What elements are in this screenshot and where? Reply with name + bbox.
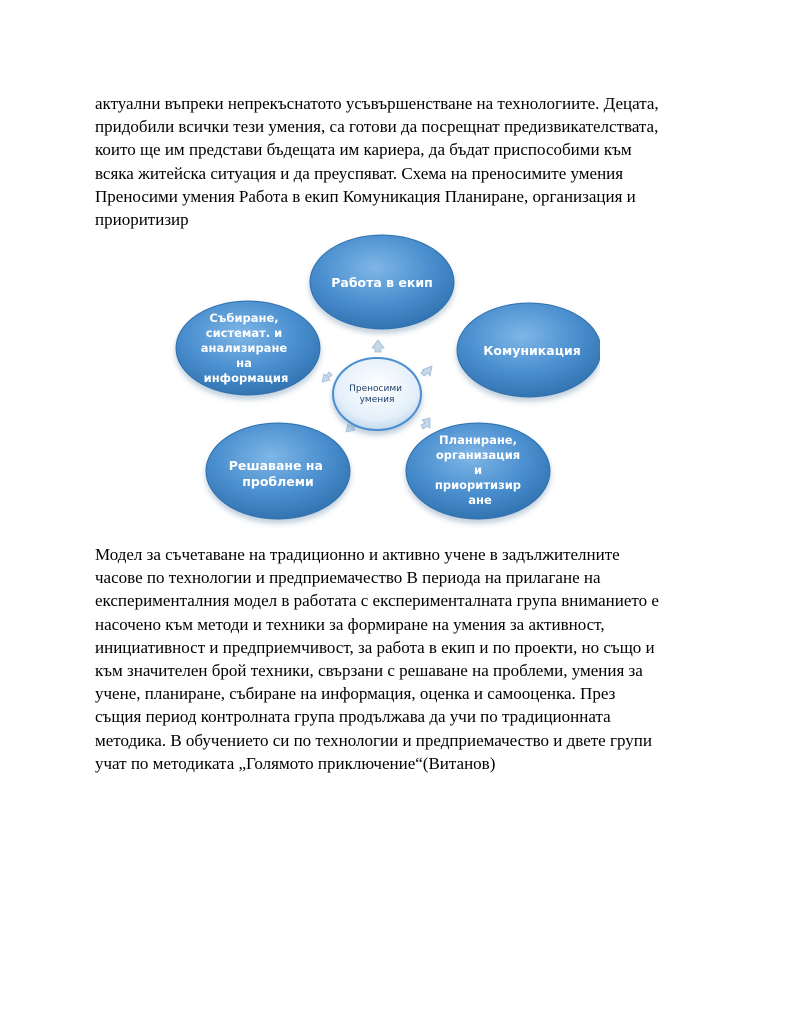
text-line: методика. В обучението си по технологии и предприемачество и двете групи [95, 730, 652, 750]
node-planning-label: Планиране, организация и приоритизир ане [434, 433, 522, 507]
text-line: всяка житейска ситуация и да преуспяват. Схема на преносимите умения [95, 163, 624, 183]
node-communication-label: Комуникация [483, 343, 581, 358]
text-line: същия период контролната група продължава да учи по традиционната [95, 707, 611, 727]
text-line: които ще им представи бъдещата им кариера, да бъдат приспособими към [95, 140, 632, 160]
arrow-icon [322, 372, 332, 382]
arrow-icon [421, 366, 432, 376]
transferable-skills-diagram [160, 230, 600, 535]
node-information-label: Събиране, системат. и анализиране на информация [200, 311, 289, 385]
text-line: приоритизир [95, 210, 189, 230]
text-line: учене, планиране, събиране на информация, оценка и самооценка. През [95, 684, 616, 704]
node-problem-solving-label: Решаване на проблеми [228, 458, 323, 489]
node-teamwork-label: Работа в екип [331, 275, 433, 290]
text-line: експерименталния модел в работата с експерименталната група вниманието е [95, 591, 659, 611]
text-line: часове по технологии и предприемачество В периода на прилагане на [95, 568, 601, 588]
text-line: инициативност и предприемчивост, за работа в екип и по проекти, но също и [95, 637, 655, 657]
text-line: насочено към методи и техники за формиране на умения за активност, [95, 614, 605, 634]
arrow-icon [421, 418, 430, 429]
text-line: учат по методиката „Голямото приключение“(Витанов) [95, 753, 496, 773]
text-line: Модел за съчетаване на традиционно и активно учене в задължителните [95, 545, 620, 564]
text-line: актуални въпреки непрекъснатото усъвършенстване на технологиите. Децата, [95, 94, 659, 113]
text-line: Преносими умения Работа в екип Комуникация Планиране, организация и [95, 186, 636, 206]
arrow-icon [372, 340, 384, 352]
bottom-paragraph [95, 543, 720, 775]
text-line: придобили всички тези умения, са готови да посрещнат предизвикателствата, [95, 117, 659, 137]
top-paragraph [95, 92, 720, 231]
text-line: към значителен брой техники, свързани с решаване на проблеми, умения за [95, 661, 643, 681]
node-center-label: Преносими умения [349, 384, 402, 405]
node-center [333, 358, 421, 430]
